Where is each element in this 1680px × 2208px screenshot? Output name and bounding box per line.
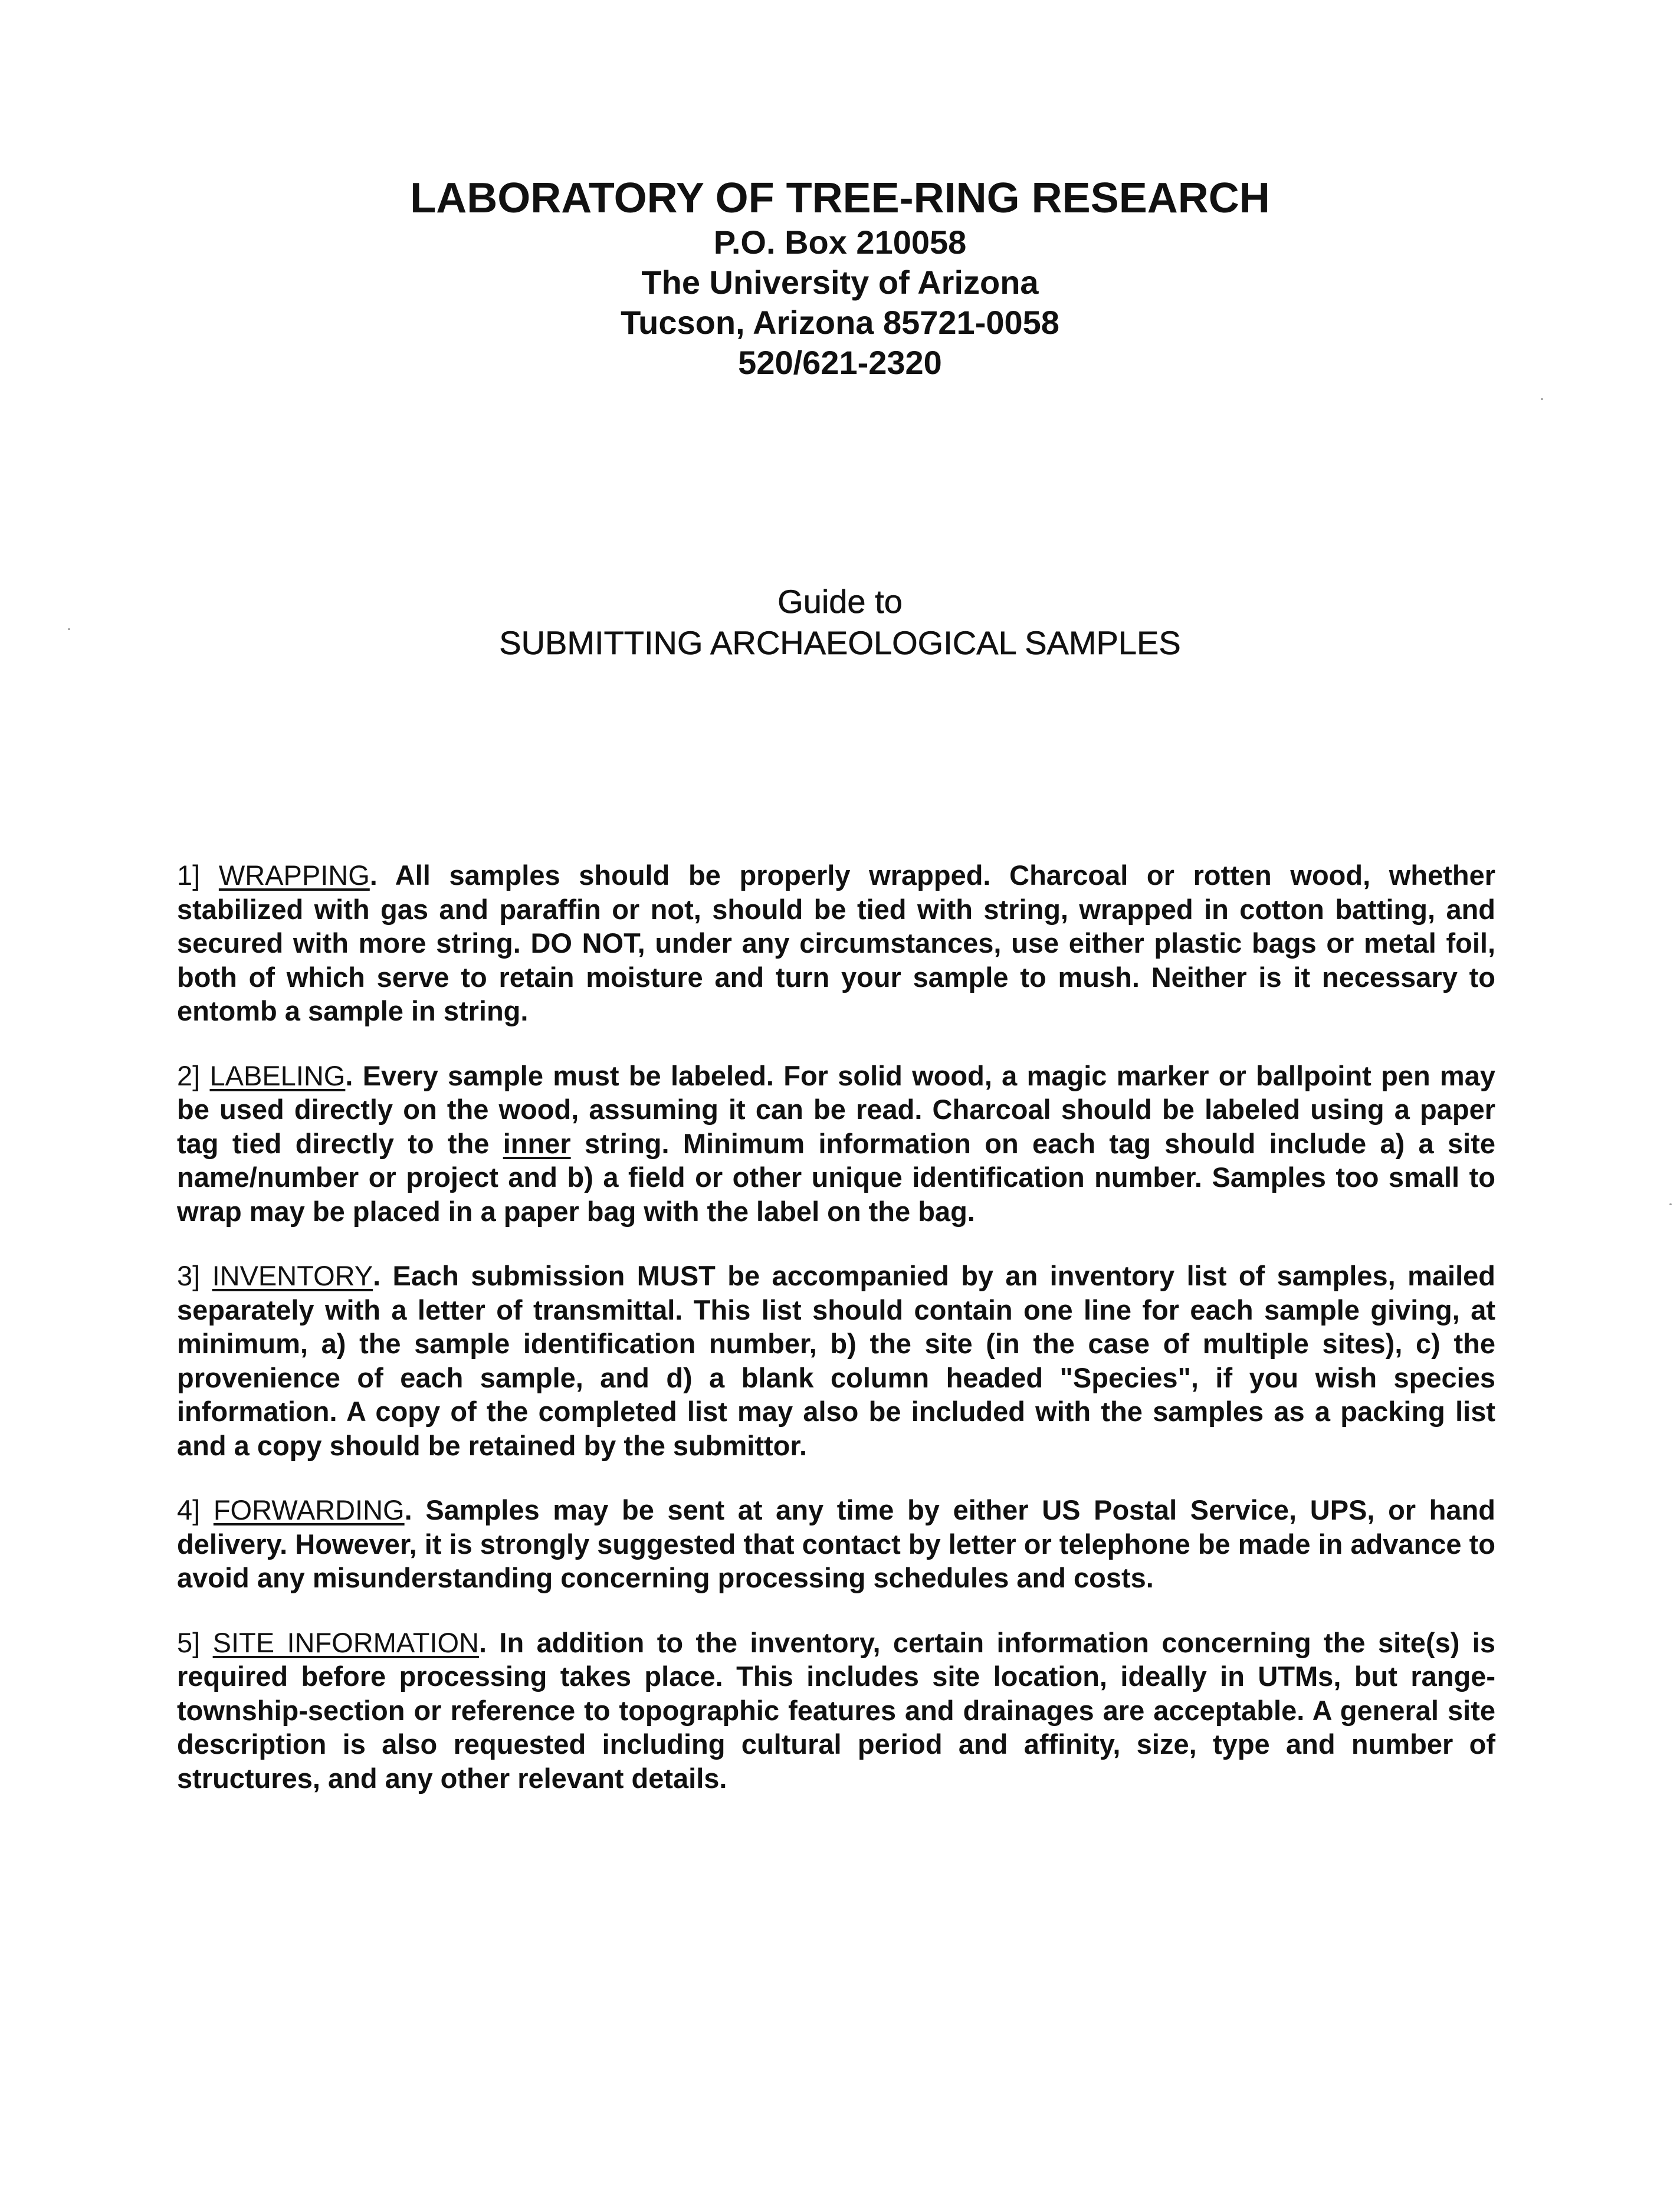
scan-speck [68, 628, 70, 630]
section-text: . All samples should be properly wrapped. Charcoal or rotten wood, whether stabilized with gas and paraffin or not, should be tied with string, wrapped in cotton batting, and secured with more string. DO NOT, under any circumstances, use either plastic bags or metal foil, both of which serve to retain moisture and turn your sample to mush. Neither is it necessary to entomb a sample in string. [177, 859, 1496, 1026]
section-number: 4] [177, 1494, 201, 1525]
section-heading: INVENTORY [212, 1260, 373, 1291]
instructions-list [177, 858, 1495, 1826]
section-number: 5] [177, 1626, 201, 1658]
organization-name: LABORATORY OF TREE-RING RESEARCH [410, 175, 1270, 222]
section-heading: LABELING [209, 1059, 346, 1091]
scan-speck [1541, 398, 1543, 400]
city-address: Tucson, Arizona 85721-0058 [621, 304, 1059, 341]
section-number: 2] [177, 1059, 201, 1091]
section-number: 1] [177, 859, 201, 891]
scan-speck [1669, 1203, 1672, 1205]
document-title [0, 581, 1680, 664]
section-site-information [177, 1626, 1495, 1796]
section-heading: FORWARDING [213, 1494, 405, 1525]
section-text: . Every sample must be labeled. For solid wood, a magic marker or ballpoint pen may be used directly on the wood, assuming it can be read. Charcoal should be labeled using a paper tag tied directly to the [177, 1059, 1496, 1159]
title-line-1: Guide to [777, 583, 903, 620]
section-forwarding [177, 1493, 1495, 1595]
section-inventory [177, 1259, 1495, 1462]
phone-number: 520/621-2320 [738, 344, 942, 381]
underlined-word: inner [503, 1127, 571, 1159]
section-labeling [177, 1059, 1495, 1229]
po-box: P.O. Box 210058 [713, 224, 967, 261]
section-text: string. Minimum information on each tag should include a) a site name/number or project and b) a field or other unique identification number. Samples too small to wrap may be placed in a paper bag with the label on the bag. [177, 1127, 1495, 1227]
university-name: The University of Arizona [641, 264, 1039, 301]
section-text: . Each submission MUST be accompanied by an inventory list of samples, mailed separately with a letter of transmittal. This list should contain one line for each sample giving, at minimum, a) the sample identification number, b) the site (in the case of multiple sites), c) the provenience of each sample, and d) a blank column headed "Species", if you wish species information. A copy of the completed list may also be included with the samples as a packing list and a copy should be retained by the submittor. [177, 1260, 1495, 1461]
section-heading: WRAPPING [218, 859, 370, 891]
section-text: . Samples may be sent at any time by either US Postal Service, UPS, or hand delivery. However, it is strongly suggested that contact by letter or telephone be made in advance to avoid any misunderstanding concerning processing schedules and costs. [177, 1494, 1495, 1593]
section-wrapping [177, 858, 1495, 1028]
title-line-2: SUBMITTING ARCHAEOLOGICAL SAMPLES [499, 624, 1181, 661]
section-heading: SITE INFORMATION [212, 1626, 479, 1658]
section-number: 3] [177, 1260, 201, 1291]
letterhead [0, 174, 1680, 383]
section-text: . In addition to the inventory, certain information concerning the site(s) is required before processing takes place. This includes site location, ideally in UTMs, but range-township-section or reference to topographic features and drainages are acceptable. A general site description is also requested including cultural period and affinity, size, type and number of structures, and any other relevant details. [177, 1626, 1495, 1794]
